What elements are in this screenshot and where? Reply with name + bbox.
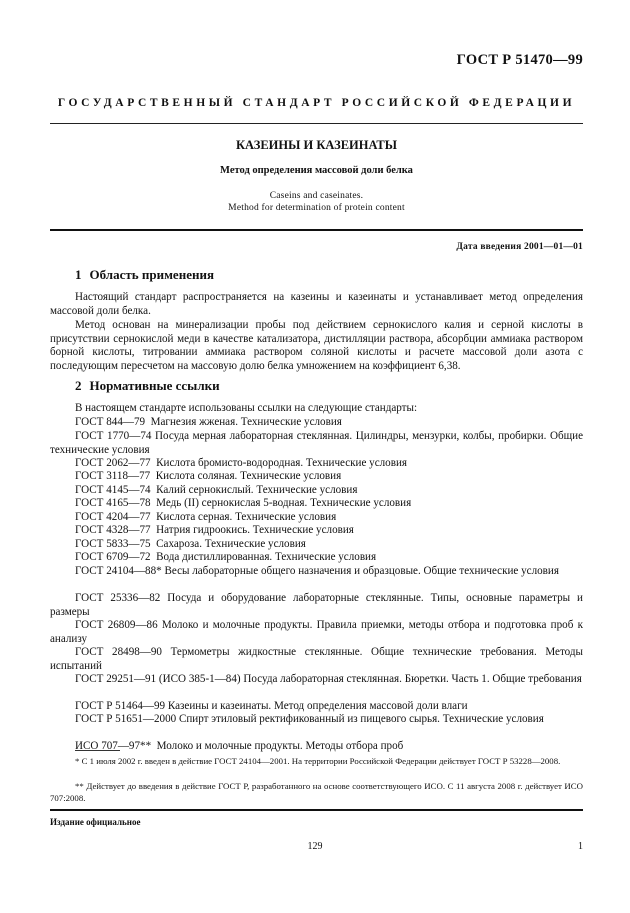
document-title: КАЗЕИНЫ И КАЗЕИНАТЫ	[235, 138, 398, 152]
reference-item: ИСО 707—97** Молоко и молочные продукты. Методы отбора проб	[75, 740, 404, 752]
reference-item: ГОСТ 1770—74 Посуда мерная лабораторная стеклянная. Цилиндры, мензурки, колбы, пробирки. Общие технические условия	[50, 430, 583, 456]
reference-item: ГОСТ 26809—86 Молоко и молочные продукты. Правила приемки, методы отбора и подготовка проб к анализу	[50, 619, 583, 645]
reference-item: ГОСТ 29251—91 (ИСО 385-1—84) Посуда лабораторная стеклянная. Бюретки. Часть 1. Общие требования	[75, 673, 582, 685]
reference-item: ГОСТ 25336—82 Посуда и оборудование лабораторные стеклянные. Типы, основные параметры и размеры	[50, 592, 583, 618]
introduction-date: Дата введения 2001—01—01	[456, 242, 583, 252]
section-1-number: 1	[75, 267, 82, 282]
page-number: 129	[307, 841, 323, 852]
reference-item: ГОСТ 4145—74 Калий сернокислый. Технические условия	[75, 484, 358, 496]
section-1-paragraph-1: Настоящий стандарт распространяется на казеины и казеинаты и устанавливает метод определения массовой доли белка.	[50, 291, 583, 317]
reference-item: ГОСТ 6709—72 Вода дистиллированная. Технические условия	[75, 551, 377, 563]
title-divider	[50, 229, 583, 231]
reference-item: ГОСТ 5833—75 Сахароза. Технические условия	[75, 538, 306, 550]
gost-number: ГОСТ Р 51470—99	[456, 52, 583, 68]
section-1-paragraph-2: Метод основан на минерализации пробы под действием сернокислого калия и серной кислоты в присутствии сернокислой меди в качестве катализатора, дистилляции раствора, абсорбции аммиака раствором борной кислоты, титровании аммиака раствором соляной кислоты и расчете массовой доли азота с последующим пересчетом на массовую долю белка умножением на коэффициент 6,38.	[50, 319, 583, 372]
header-divider	[50, 123, 583, 124]
section-2-title: Нормативные ссылки	[89, 378, 220, 393]
footnote-1: * С 1 июля 2002 г. введен в действие ГОСТ 24104—2001. На территории Российской Федерации действует ГОСТ Р 53228—2008.	[75, 756, 561, 766]
english-title-line-2: Method for determination of protein content	[228, 203, 405, 213]
footnote-separator	[75, 750, 120, 751]
section-1-heading	[75, 267, 214, 283]
section-1-title: Область применения	[89, 267, 214, 282]
reference-item: ГОСТ Р 51651—2000 Спирт этиловый ректификованный из пищевого сырья. Технические условия	[75, 713, 544, 725]
section-2-number: 2	[75, 378, 82, 393]
reference-item: ГОСТ 844—79 Магнезия жженая. Технические условия	[75, 416, 342, 428]
footnote-2: ** Действует до введения в действие ГОСТ Р, разработанного на основе соответствующего ИСО. С 11 августа 2008 г. действует ИСО 707:2008.	[50, 781, 583, 803]
reference-item: ГОСТ 2062—77 Кислота бромисто-водородная. Технические условия	[75, 457, 408, 469]
reference-item: ГОСТ 4328—77 Натрия гидроокись. Технические условия	[75, 524, 354, 536]
english-title-line-1: Caseins and caseinates.	[269, 191, 364, 201]
reference-item: ГОСТ 4165—78 Медь (II) сернокислая 5-водная. Технические условия	[75, 497, 412, 509]
sheet-number: 1	[578, 841, 583, 852]
reference-item: ГОСТ Р 51464—99 Казеины и казеинаты. Метод определения массовой доли влаги	[75, 700, 468, 712]
edition-label: Издание официальное	[50, 817, 141, 827]
reference-item: ГОСТ 24104—88* Весы лабораторные общего назначения и образцовые. Общие технические условия	[75, 565, 559, 577]
document-subtitle: Метод определения массовой доли белка	[220, 165, 413, 176]
state-standard-heading: ГОСУДАРСТВЕННЫЙ СТАНДАРТ РОССИЙСКОЙ ФЕДЕРАЦИИ	[57, 97, 576, 109]
footer-divider	[50, 809, 583, 811]
reference-item: ГОСТ 4204—77 Кислота серная. Технические условия	[75, 511, 337, 523]
reference-item: ГОСТ 3118—77 Кислота соляная. Технические условия	[75, 470, 342, 482]
reference-item: ГОСТ 28498—90 Термометры жидкостные стеклянные. Общие технические требования. Методы испытаний	[50, 646, 583, 672]
section-2-intro: В настоящем стандарте использованы ссылки на следующие стандарты:	[75, 402, 418, 414]
section-2-heading	[75, 378, 220, 394]
